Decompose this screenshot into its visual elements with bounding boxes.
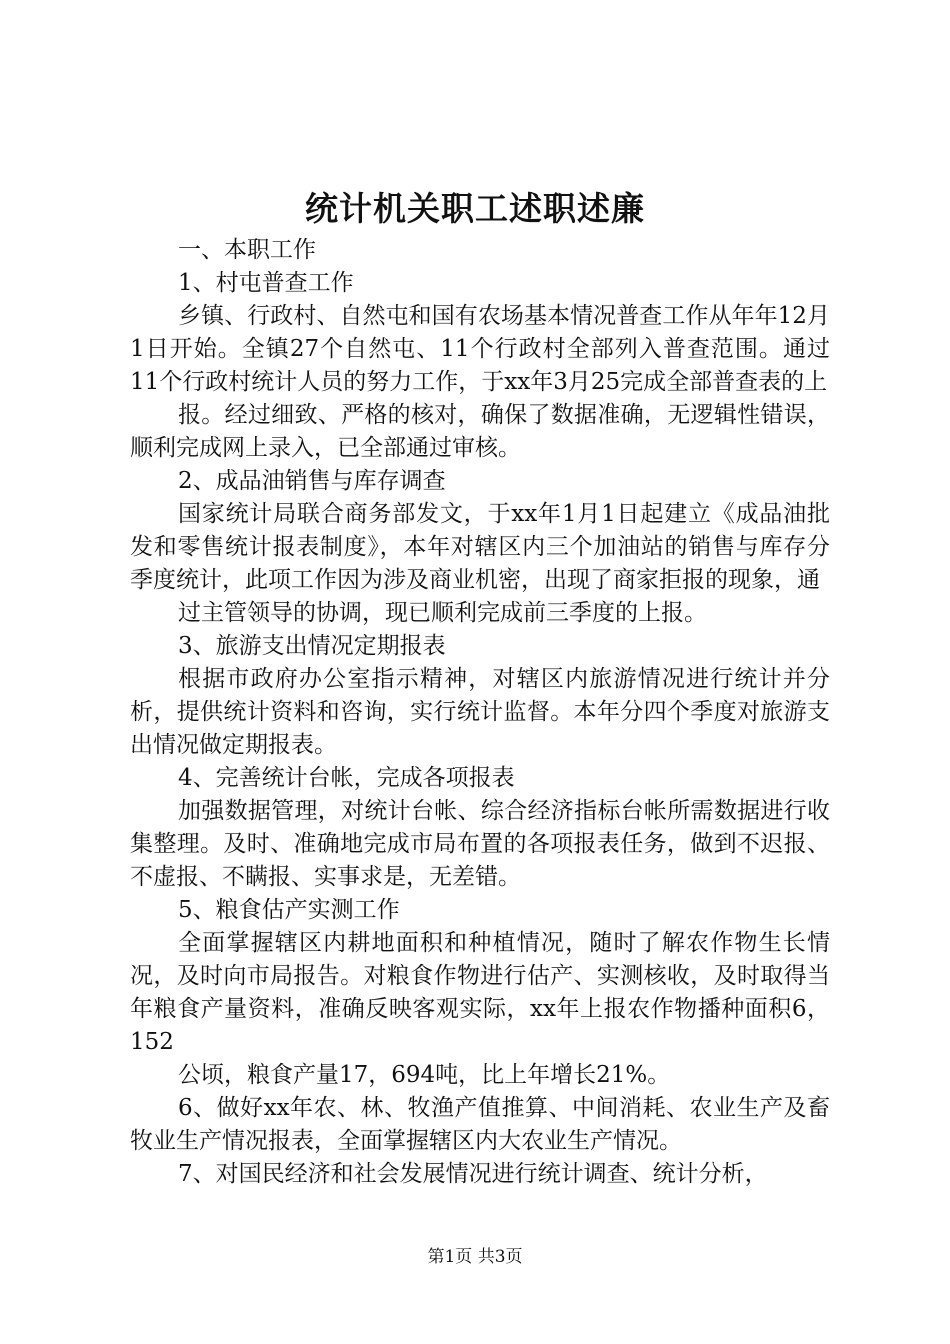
paragraph: 报。经过细致、严格的核对，确保了数据准确，无逻辑性错误，顺利完成网上录入，已全部通过审核。	[130, 402, 830, 461]
paragraph: 过主管领导的协调，现已顺利完成前三季度的上报。	[178, 600, 707, 626]
page-footer: 第1页 共3页	[427, 1247, 523, 1267]
document-body	[130, 234, 830, 1191]
paragraph: 7、对国民经济和社会发展情况进行统计调查、统计分析，	[178, 1161, 768, 1187]
subsection-heading: 3、旅游支出情况定期报表	[178, 633, 446, 659]
paragraph: 全面掌握辖区内耕地面积和种植情况，随时了解农作物生长情况，及时向市局报告。对粮食作物进行估产、实测核收，及时取得当年粮食产量资料，准确反映客观实际，xx年上报农作物播种面积6，152	[130, 930, 830, 1055]
paragraph: 乡镇、行政村、自然屯和国有农场基本情况普查工作从年年12月1日开始。全镇27个自然屯、11个行政村全部列入普查范围。通过11个行政村统计人员的努力工作，于xx年3月25完成全部普查表的上	[130, 303, 830, 395]
subsection-heading: 5、粮食估产实测工作	[178, 897, 400, 923]
paragraph: 公顷，粮食产量17，694吨，比上年增长21%。	[178, 1062, 671, 1088]
subsection-heading: 4、完善统计台帐，完成各项报表	[178, 765, 515, 791]
document-title: 统计机关职工述职述廉	[305, 189, 645, 228]
subsection-heading: 1、村屯普查工作	[178, 270, 354, 296]
section-heading: 一、本职工作	[178, 237, 316, 263]
paragraph: 根据市政府办公室指示精神，对辖区内旅游情况进行统计并分析，提供统计资料和咨询，实行统计监督。本年分四个季度对旅游支出情况做定期报表。	[130, 666, 830, 758]
subsection-heading: 2、成品油销售与库存调查	[178, 468, 446, 494]
paragraph: 6、做好xx年农、林、牧渔产值推算、中间消耗、农业生产及畜牧业生产情况报表，全面掌握辖区内大农业生产情况。	[130, 1095, 830, 1154]
paragraph: 加强数据管理，对统计台帐、综合经济指标台帐所需数据进行收集整理。及时、准确地完成市局布置的各项报表任务，做到不迟报、不虚报、不瞒报、实事求是，无差错。	[130, 798, 830, 890]
paragraph: 国家统计局联合商务部发文，于xx年1月1日起建立《成品油批发和零售统计报表制度》，本年对辖区内三个加油站的销售与库存分季度统计，此项工作因为涉及商业机密，出现了商家拒报的现象，通	[130, 501, 830, 593]
